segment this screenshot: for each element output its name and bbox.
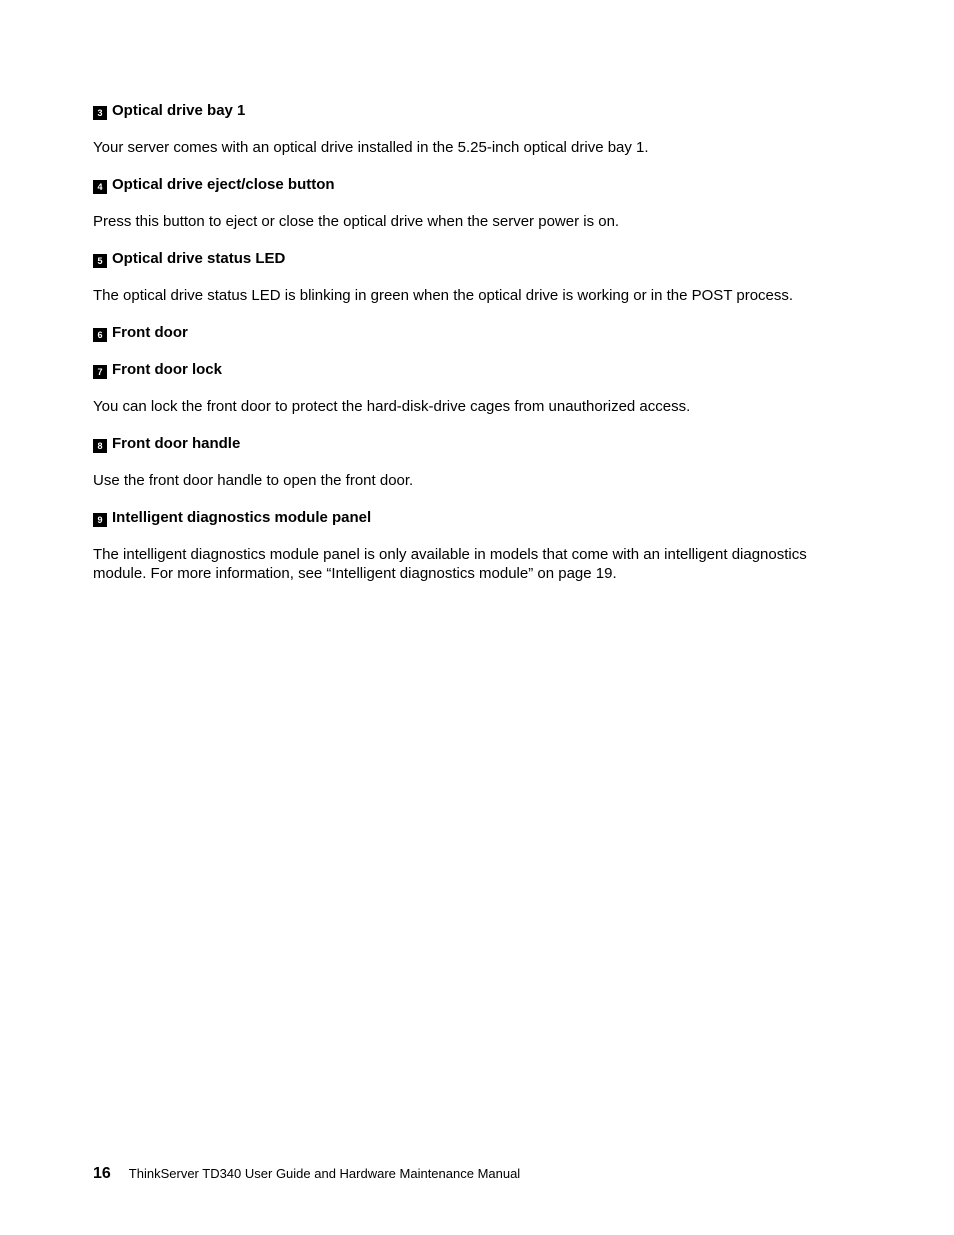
section-body: Your server comes with an optical drive installed in the 5.25-inch optical drive bay 1. [93, 139, 649, 156]
document-title: ThinkServer TD340 User Guide and Hardware Maintenance Manual [128, 1166, 521, 1181]
section-body: You can lock the front door to protect the hard-disk-drive cages from unauthorized access. [93, 398, 691, 415]
section-heading-front-door [93, 323, 863, 343]
section-title: Optical drive bay 1 [112, 102, 246, 119]
callout-number-badge: 3 [93, 106, 107, 120]
section-heading-optical-drive-bay [93, 101, 863, 121]
section-title: Front door lock [112, 361, 222, 378]
section-title: Front door [112, 324, 188, 341]
callout-number-badge: 6 [93, 328, 107, 342]
section-body-line: module. For more information, see “Intelligent diagnostics module” on page 19. [93, 565, 617, 582]
callout-number-badge: 5 [93, 254, 107, 268]
section-heading-status-led [93, 249, 863, 269]
callout-number-badge: 7 [93, 365, 107, 379]
page-number: 16 [93, 1165, 111, 1182]
callout-number-badge: 4 [93, 180, 107, 194]
callout-number-badge: 8 [93, 439, 107, 453]
section-title: Optical drive status LED [112, 250, 286, 267]
section-title: Intelligent diagnostics module panel [112, 509, 372, 526]
callout-number-badge: 9 [93, 513, 107, 527]
section-body: The optical drive status LED is blinking in green when the optical drive is working or in the POST process. [93, 287, 794, 304]
section-title: Optical drive eject/close button [112, 176, 335, 193]
section-heading-front-door-lock [93, 360, 863, 380]
section-body [93, 545, 863, 583]
section-body-line: The intelligent diagnostics module panel is only available in models that come with an intelligent diagnostics [93, 546, 807, 563]
page-content [93, 101, 863, 583]
section-title: Front door handle [112, 435, 241, 452]
section-body: Use the front door handle to open the front door. [93, 472, 414, 489]
section-heading-eject-button [93, 175, 863, 195]
section-heading-diagnostics-panel [93, 508, 863, 528]
page-footer [93, 1165, 520, 1183]
section-body: Press this button to eject or close the optical drive when the server power is on. [93, 213, 620, 230]
section-heading-front-door-handle [93, 434, 863, 454]
